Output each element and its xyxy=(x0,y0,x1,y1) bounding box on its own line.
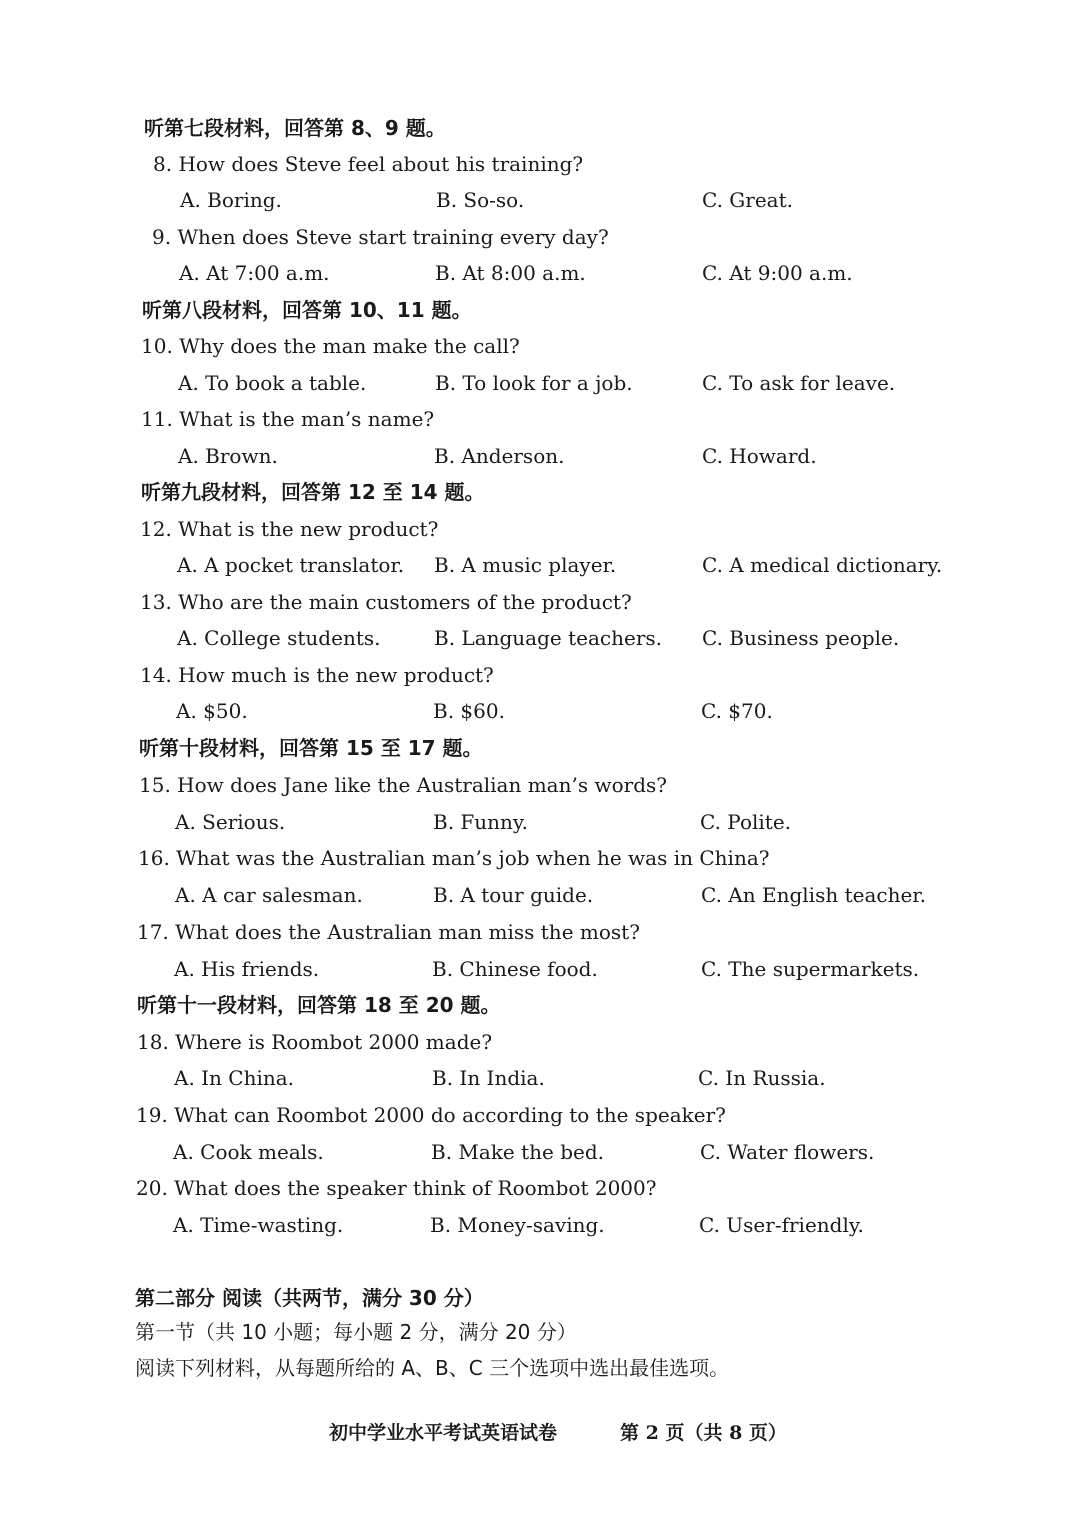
section-heading xyxy=(0,110,1080,146)
option-a[interactable]: A. Boring. xyxy=(180,188,282,212)
option-b[interactable]: B. To look for a job. xyxy=(435,371,633,395)
question-stem xyxy=(0,584,1080,620)
section-heading xyxy=(0,474,1080,510)
option-a[interactable]: A. Serious. xyxy=(175,810,286,834)
option-b[interactable]: B. Make the bed. xyxy=(431,1140,605,1164)
option-c[interactable]: C. Polite. xyxy=(700,810,792,834)
option-c[interactable]: C. An English teacher. xyxy=(701,883,926,907)
question-stem xyxy=(0,767,1080,803)
question-stem-text: 12. What is the new product? xyxy=(140,517,439,541)
option-row xyxy=(0,693,1080,729)
option-a[interactable]: A. To book a table. xyxy=(178,371,367,395)
part-two-title-text: 第二部分 阅读（共两节，满分 30 分） xyxy=(135,1286,484,1310)
option-c[interactable]: C. Water flowers. xyxy=(700,1140,875,1164)
part-two-subsection-text: 第一节（共 10 小题；每小题 2 分，满分 20 分） xyxy=(135,1320,577,1344)
option-b[interactable]: B. Money-saving. xyxy=(430,1213,605,1237)
question-stem xyxy=(0,511,1080,547)
option-c[interactable]: C. The supermarkets. xyxy=(701,957,920,981)
option-row xyxy=(0,438,1080,474)
part-two-instruction-text: 阅读下列材料，从每题所给的 A、B、C 三个选项中选出最佳选项。 xyxy=(135,1356,730,1380)
section-heading-text: 听第十一段材料，回答第 18 至 20 题。 xyxy=(137,993,501,1017)
option-row xyxy=(0,877,1080,913)
question-stem xyxy=(0,914,1080,950)
option-b[interactable]: B. Anderson. xyxy=(434,444,565,468)
question-stem xyxy=(0,1024,1080,1060)
question-stem-text: 15. How does Jane like the Australian man’s words? xyxy=(139,773,667,797)
question-stem-text: 10. Why does the man make the call? xyxy=(141,334,520,358)
option-a[interactable]: A. His friends. xyxy=(174,957,320,981)
section-heading xyxy=(0,730,1080,766)
section-heading-text: 听第七段材料，回答第 8、9 题。 xyxy=(144,116,446,140)
section-heading xyxy=(0,292,1080,328)
question-stem-text: 17. What does the Australian man miss the most? xyxy=(137,920,640,944)
option-c[interactable]: C. Great. xyxy=(702,188,793,212)
option-b[interactable]: B. Funny. xyxy=(433,810,528,834)
question-stem xyxy=(0,840,1080,876)
option-row xyxy=(0,804,1080,840)
option-c[interactable]: C. Howard. xyxy=(702,444,817,468)
option-c[interactable]: C. At 9:00 a.m. xyxy=(702,261,853,285)
question-stem-text: 11. What is the man’s name? xyxy=(141,407,435,431)
option-c[interactable]: C. User-friendly. xyxy=(699,1213,864,1237)
part-two-instruction xyxy=(0,1350,1080,1386)
question-stem-text: 20. What does the speaker think of Roombot 2000? xyxy=(136,1176,657,1200)
question-stem-text: 8. How does Steve feel about his training? xyxy=(153,152,584,176)
option-row xyxy=(0,182,1080,218)
section-heading xyxy=(0,987,1080,1023)
question-stem xyxy=(0,657,1080,693)
option-a[interactable]: A. In China. xyxy=(174,1066,295,1090)
question-stem xyxy=(0,328,1080,364)
option-a[interactable]: A. At 7:00 a.m. xyxy=(179,261,330,285)
question-stem xyxy=(0,401,1080,437)
section-heading-text: 听第九段材料，回答第 12 至 14 题。 xyxy=(141,480,485,504)
option-a[interactable]: A. College students. xyxy=(177,626,381,650)
option-b[interactable]: B. So-so. xyxy=(436,188,525,212)
footer-page-info: 第 2 页（共 8 页） xyxy=(620,1422,787,1444)
option-c[interactable]: C. $70. xyxy=(701,699,773,723)
option-b[interactable]: B. Chinese food. xyxy=(432,957,598,981)
question-stem-text: 9. When does Steve start training every day? xyxy=(152,225,609,249)
option-c[interactable]: C. In Russia. xyxy=(698,1066,826,1090)
option-b[interactable]: B. A tour guide. xyxy=(433,883,594,907)
option-b[interactable]: B. Language teachers. xyxy=(434,626,662,650)
option-b[interactable]: B. A music player. xyxy=(434,553,617,577)
question-stem xyxy=(0,146,1080,182)
option-c[interactable]: C. To ask for leave. xyxy=(702,371,896,395)
option-row xyxy=(0,951,1080,987)
option-c[interactable]: C. Business people. xyxy=(702,626,900,650)
part-two-subsection xyxy=(0,1314,1080,1350)
option-row xyxy=(0,255,1080,291)
section-heading-text: 听第十段材料，回答第 15 至 17 题。 xyxy=(139,736,483,760)
option-a[interactable]: A. $50. xyxy=(176,699,248,723)
option-row xyxy=(0,1060,1080,1096)
question-stem xyxy=(0,219,1080,255)
question-stem xyxy=(0,1170,1080,1206)
option-c[interactable]: C. A medical dictionary. xyxy=(702,553,943,577)
option-row xyxy=(0,547,1080,583)
option-a[interactable]: A. A pocket translator. xyxy=(177,553,405,577)
option-a[interactable]: A. Cook meals. xyxy=(173,1140,324,1164)
option-row xyxy=(0,1134,1080,1170)
option-b[interactable]: B. At 8:00 a.m. xyxy=(435,261,586,285)
option-row xyxy=(0,1207,1080,1243)
option-row xyxy=(0,365,1080,401)
question-stem-text: 13. Who are the main customers of the product? xyxy=(140,590,632,614)
option-a[interactable]: A. Time-wasting. xyxy=(173,1213,344,1237)
part-two-title xyxy=(0,1280,1080,1316)
option-b[interactable]: B. $60. xyxy=(433,699,505,723)
option-a[interactable]: A. A car salesman. xyxy=(175,883,363,907)
question-stem xyxy=(0,1097,1080,1133)
option-row xyxy=(0,620,1080,656)
option-a[interactable]: A. Brown. xyxy=(178,444,278,468)
question-stem-text: 14. How much is the new product? xyxy=(140,663,494,687)
question-stem-text: 16. What was the Australian man’s job when he was in China? xyxy=(138,846,770,870)
footer-exam-title: 初中学业水平考试英语试卷 xyxy=(329,1422,558,1444)
page-footer xyxy=(0,1415,1080,1451)
section-heading-text: 听第八段材料，回答第 10、11 题。 xyxy=(142,298,472,322)
question-stem-text: 19. What can Roombot 2000 do according to the speaker? xyxy=(136,1103,726,1127)
question-stem-text: 18. Where is Roombot 2000 made? xyxy=(137,1030,493,1054)
option-b[interactable]: B. In India. xyxy=(432,1066,545,1090)
